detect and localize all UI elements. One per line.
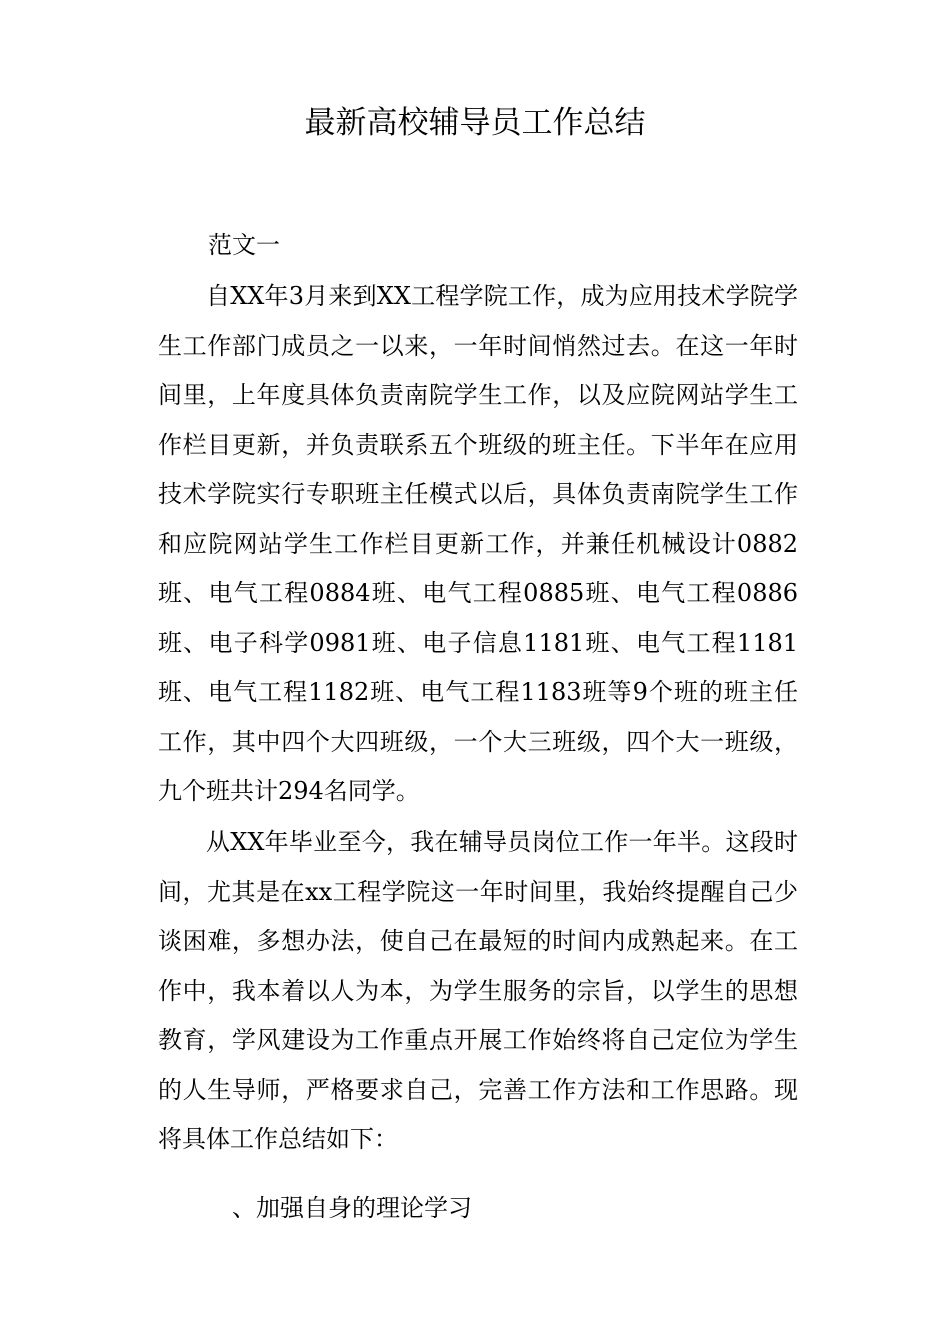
paragraph-1: 自XX年3月来到XX工程学院工作，成为应用技术学院学生工作部门成员之一以来，一年时间悄然过去。在这一年时间里，上年度具体负责南院学生工作，以及应院网站学生工作栏目更新，并负责联系五个班级的班主任。下半年在应用技术学院实行专职班主任模式以后，具体负责南院学生工作和应院网站学生工作栏目更新工作，并兼任机械设计0882班、电气工程0884班、电气工程0885班、电气工程0886班、电子科学0981班、电子信息1181班、电气工程1181班、电气工程1182班、电气工程1183班等9个班的班主任工作，其中四个大四班级，一个大三班级，四个大一班级，九个班共计294名同学。 — [158, 282, 798, 805]
paragraph-block-2 — [158, 818, 798, 1165]
document-title: 最新高校辅导员工作总结 — [304, 105, 646, 141]
sample-label: 范文一 — [208, 231, 280, 259]
section-heading: 、加强自身的理论学习 — [232, 1194, 472, 1222]
paragraph-2: 从XX年毕业至今，我在辅导员岗位工作一年半。这段时间，尤其是在xx工程学院这一年时间里，我始终提醒自己少谈困难，多想办法，使自己在最短的时间内成熟起来。在工作中，我本着以人为本，为学生服务的宗旨，以学生的思想教育，学风建设为工作重点开展工作始终将自己定位为学生的人生导师，严格要求自己，完善工作方法和工作思路。现将具体工作总结如下： — [158, 828, 798, 1153]
paragraph-block-1 — [158, 272, 798, 817]
